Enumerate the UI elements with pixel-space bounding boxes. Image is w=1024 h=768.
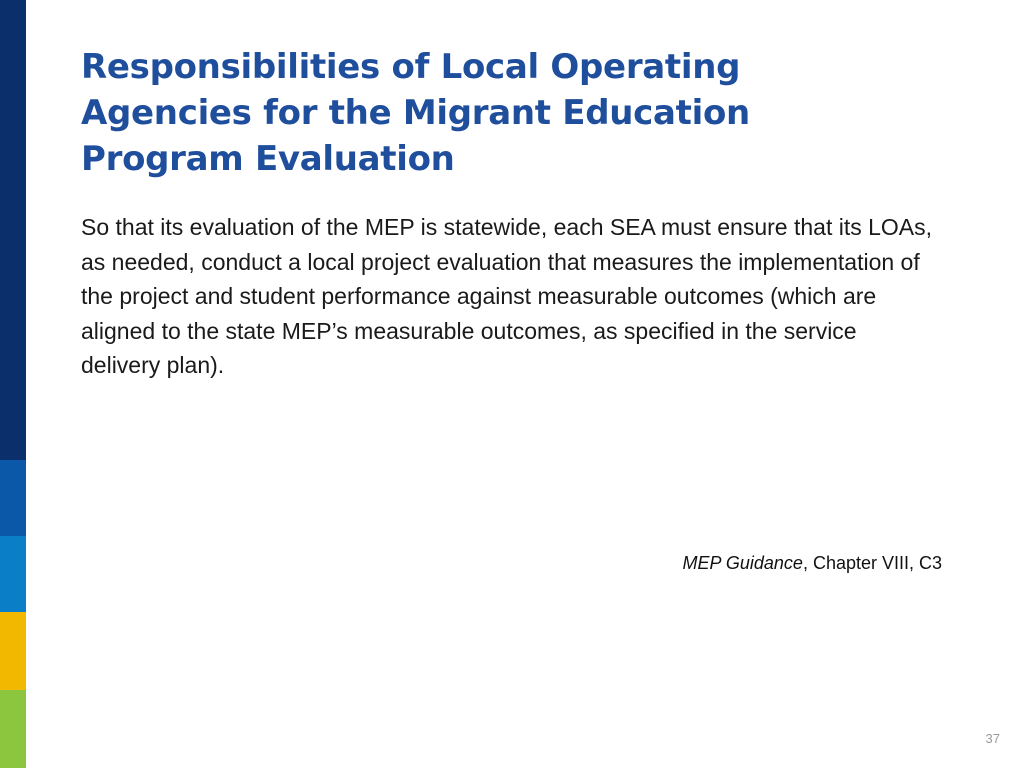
citation-detail: , Chapter VIII, C3 (802, 553, 942, 573)
page-number: 37 (985, 731, 1000, 746)
citation-reference: MEP Guidance (682, 553, 803, 573)
side-bar-segment-navy (0, 0, 26, 460)
slide-title: Responsibilities of Local Operating Agencies for the Migrant Education Program Evaluation (81, 47, 750, 179)
citation (683, 551, 942, 575)
side-bar-segment-green (0, 690, 26, 768)
side-bar-segment-light-blue (0, 536, 26, 612)
side-bar-segment-blue (0, 460, 26, 536)
slide-body-text: So that its evaluation of the MEP is statewide, each SEA must ensure that its LOAs, as needed, conduct a local project evaluation that measures the implementation of the project and student performance against measurable outcomes (which are aligned to the state MEP’s measurable outcomes, as specified in the service delivery plan). (81, 214, 933, 378)
side-color-bar (0, 0, 26, 768)
side-bar-segment-yellow (0, 612, 26, 690)
